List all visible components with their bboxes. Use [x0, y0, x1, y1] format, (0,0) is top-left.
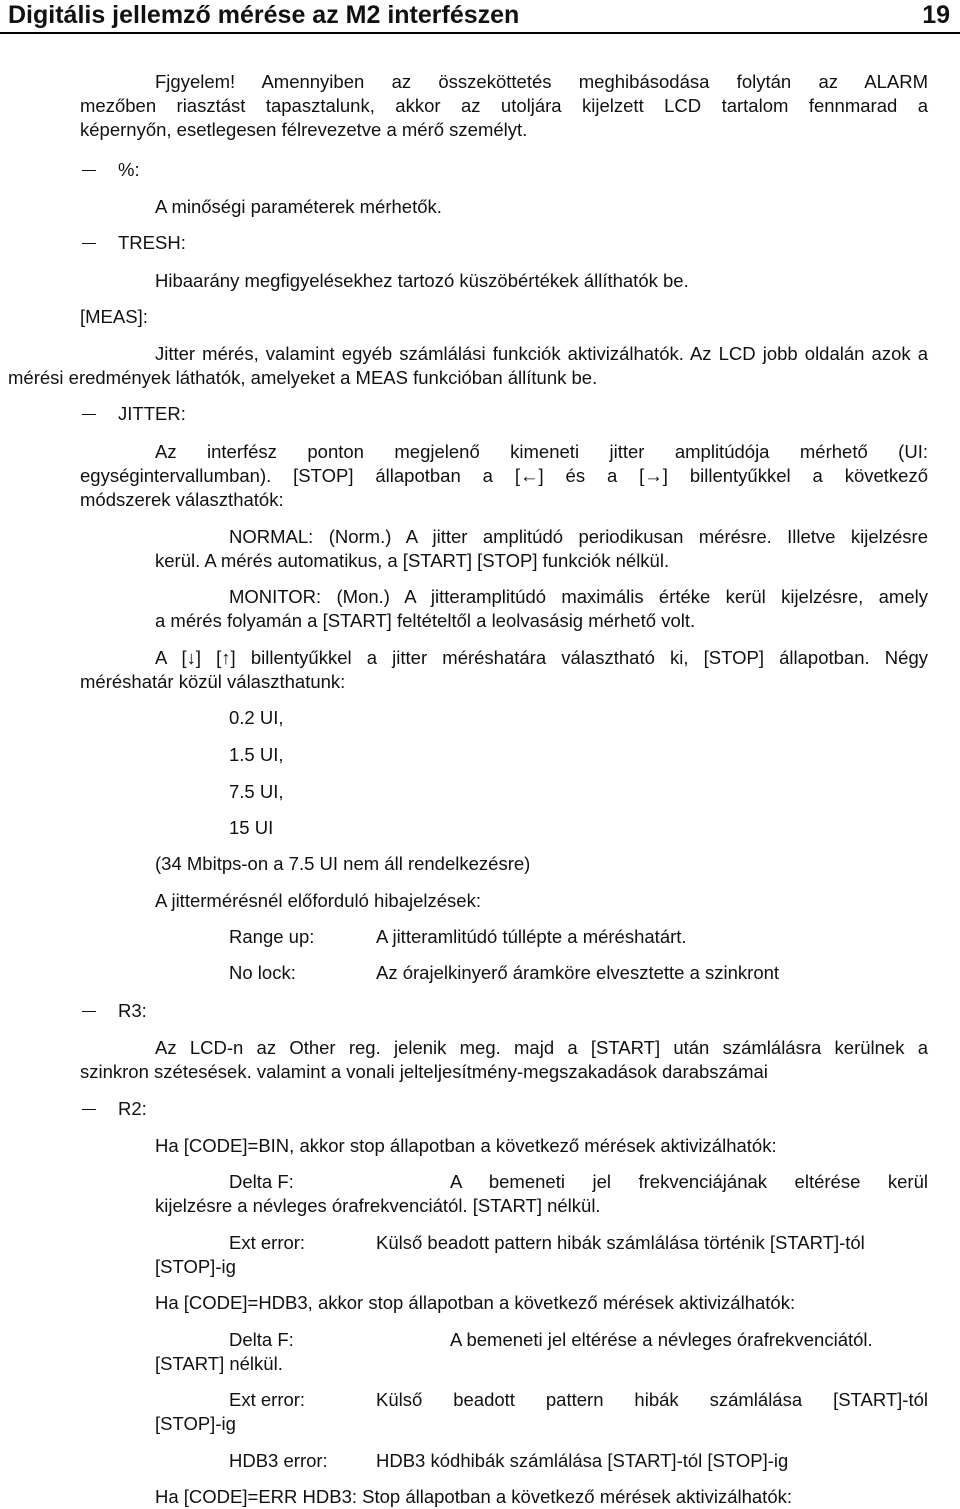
range-item: 7.5 UI,	[229, 781, 284, 802]
monitor-line-1: MONITOR: (Mon.) A jitteramplitúdó maximális értéke kerül kijelzésre, amely	[229, 586, 928, 607]
hdb3-delta-description: A bemeneti jel eltérése a névleges órafrekvenciától.	[450, 1329, 873, 1350]
bin-ext-line-2: [STOP]-ig	[155, 1256, 236, 1277]
r3-line-1: Az LCD-n az Other reg. jelenik meg. majd a [START] után számlálásra kerülnek a	[155, 1037, 928, 1058]
meas-line-1: Jitter mérés, valamint egyéb számlálási funkciók aktivizálhatók. Az LCD jobb oldalán azok a	[155, 343, 928, 364]
normal-line-2: kerül. A mérés automatikus, a [START] [STOP] funkciók nélkül.	[155, 550, 670, 571]
jitter-line-2: egységintervallumban). [STOP] állapotban a [←] és a [→] billentyűkkel a következő	[80, 465, 928, 486]
page-title: Digitális jellemző mérése az M2 interfészen	[8, 1, 520, 29]
term-r2: R2:	[118, 1098, 147, 1119]
normal-line-1: NORMAL: (Norm.) A jitter amplitúdó periodikusan mérésre. Illetve kijelzésre	[229, 526, 928, 547]
range-item: 15 UI	[229, 817, 274, 838]
hdb3-error-label: HDB3 error:	[229, 1450, 328, 1471]
bullet-dash	[82, 414, 96, 415]
page-header	[0, 0, 960, 34]
hdb3-title: Ha [CODE]=HDB3, akkor stop állapotban a következő mérések aktivizálhatók:	[155, 1292, 796, 1313]
bullet-dash	[82, 1011, 96, 1012]
tresh-description: Hibaarány megfigyelésekhez tartozó küszöbértékek állíthatók be.	[155, 270, 689, 291]
error-description: A jitteramlitúdó túllépte a méréshatárt.	[376, 926, 687, 947]
error-label: Range up:	[229, 926, 315, 947]
hdb3-ext-label: Ext error:	[229, 1389, 306, 1410]
bin-delta-description: A bemeneti jel frekvenciájának eltérése kerül	[450, 1171, 928, 1192]
bin-ext-description: Külső beadott pattern hibák számlálása történik [START]-tól	[376, 1232, 865, 1253]
warning-line-1: Fjgyelem! Amennyiben az összeköttetés meghibásodása folytán az ALARM	[155, 71, 928, 92]
range-select-line-2: méréshatár közül választhatunk:	[80, 671, 346, 692]
bullet-dash	[82, 243, 96, 244]
meas-line-2: mérési eredmények láthatók, amelyeket a MEAS funkcióban állítunk be.	[8, 367, 598, 388]
term-r3: R3:	[118, 1000, 147, 1021]
term-tresh: TRESH:	[118, 232, 186, 253]
range-note: (34 Mbitps-on a 7.5 UI nem áll rendelkezésre)	[155, 853, 531, 874]
jitter-errors-title: A jittermérésnél előforduló hibajelzések:	[155, 890, 481, 911]
bin-delta-label: Delta F:	[229, 1171, 294, 1192]
hdb3-delta-label: Delta F:	[229, 1329, 294, 1350]
range-select-line-1: A [↓] [↑] billentyűkkel a jitter méréshatára választható ki, [STOP] állapotban. Négy	[155, 647, 928, 668]
error-description: Az órajelkinyerő áramköre elvesztette a szinkront	[376, 962, 780, 983]
hdb3-error-description: HDB3 kódhibák számlálása [START]-tól [STOP]-ig	[376, 1450, 789, 1471]
error-label: No lock:	[229, 962, 296, 983]
warning-line-3: képernyőn, esetlegesen félrevezetve a mérő személyt.	[80, 119, 528, 140]
range-item: 0.2 UI,	[229, 707, 284, 728]
page-number: 19	[922, 1, 950, 29]
hdb3-ext-line-2: [STOP]-ig	[155, 1413, 236, 1434]
term-percent: %:	[118, 159, 140, 180]
r3-line-2: szinkron szétesések. valamint a vonali jelteljesítmény-megszakadások darabszámai	[80, 1061, 768, 1082]
term-jitter: JITTER:	[118, 403, 186, 424]
percent-description: A minőségi paraméterek mérhetők.	[155, 196, 442, 217]
hdb3-delta-line-2: [START] nélkül.	[155, 1353, 283, 1374]
bin-ext-label: Ext error:	[229, 1232, 306, 1253]
jitter-line-3: módszerek választhatók:	[80, 489, 284, 510]
term-meas: [MEAS]:	[80, 306, 148, 327]
jitter-line-1: Az interfész ponton megjelenő kimeneti jitter amplitúdója mérhető (UI:	[155, 441, 928, 462]
monitor-line-2: a mérés folyamán a [START] feltételtől a leolvasásig mérhető volt.	[155, 610, 696, 631]
bullet-dash	[82, 170, 96, 171]
range-item: 1.5 UI,	[229, 744, 284, 765]
warning-line-2: mezőben riasztást tapasztalunk, akkor az utoljára kijelzett LCD tartalom fennmarad a	[80, 95, 928, 116]
err-title: Ha [CODE]=ERR HDB3: Stop állapotban a következő mérések aktivizálhatók:	[155, 1486, 793, 1507]
bin-delta-line-2: kijelzésre a névleges órafrekvenciától. [START] nélkül.	[155, 1195, 601, 1216]
hdb3-ext-description: Külső beadott pattern hibák számlálása [START]-tól	[376, 1389, 928, 1410]
bin-title: Ha [CODE]=BIN, akkor stop állapotban a következő mérések aktivizálhatók:	[155, 1135, 777, 1156]
bullet-dash	[82, 1109, 96, 1110]
